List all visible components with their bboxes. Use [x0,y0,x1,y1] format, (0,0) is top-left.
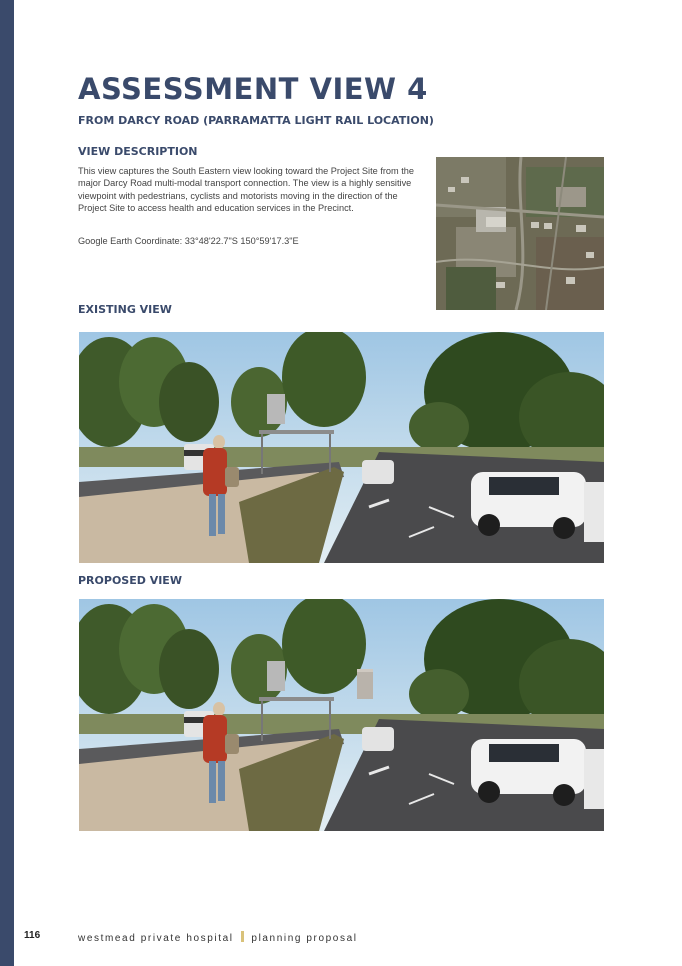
footer-right-text: planning proposal [251,933,358,944]
footer-left-text: westmead private hospital [78,933,234,944]
footer-divider [241,931,244,942]
google-earth-coordinate: Google Earth Coordinate: 33°48'22.7"S 150°59'17.3"E [78,236,299,246]
proposed-view-heading: PROPOSED VIEW [78,574,182,587]
page-number: 116 [24,930,41,941]
view-description-text: This view captures the South Eastern view looking toward the Project Site from the major Darcy Road multi-modal transport connection. The view is a highly sensitive viewpoint with pedestrians, cyclists and motorists moving in the direction of the Project Site to access health and education services in the Precinct. [78,166,415,214]
page-title: ASSESSMENT VIEW 4 [78,72,428,106]
page-sidebar-strip [0,0,14,966]
existing-view-heading: EXISTING VIEW [78,303,172,316]
view-description-heading: VIEW DESCRIPTION [78,145,198,158]
existing-view-photo [79,332,604,563]
page-subtitle: FROM DARCY ROAD (PARRAMATTA LIGHT RAIL LOCATION) [78,114,434,127]
footer-text [78,931,358,944]
proposed-view-photo [79,599,604,831]
aerial-location-map [436,157,604,310]
